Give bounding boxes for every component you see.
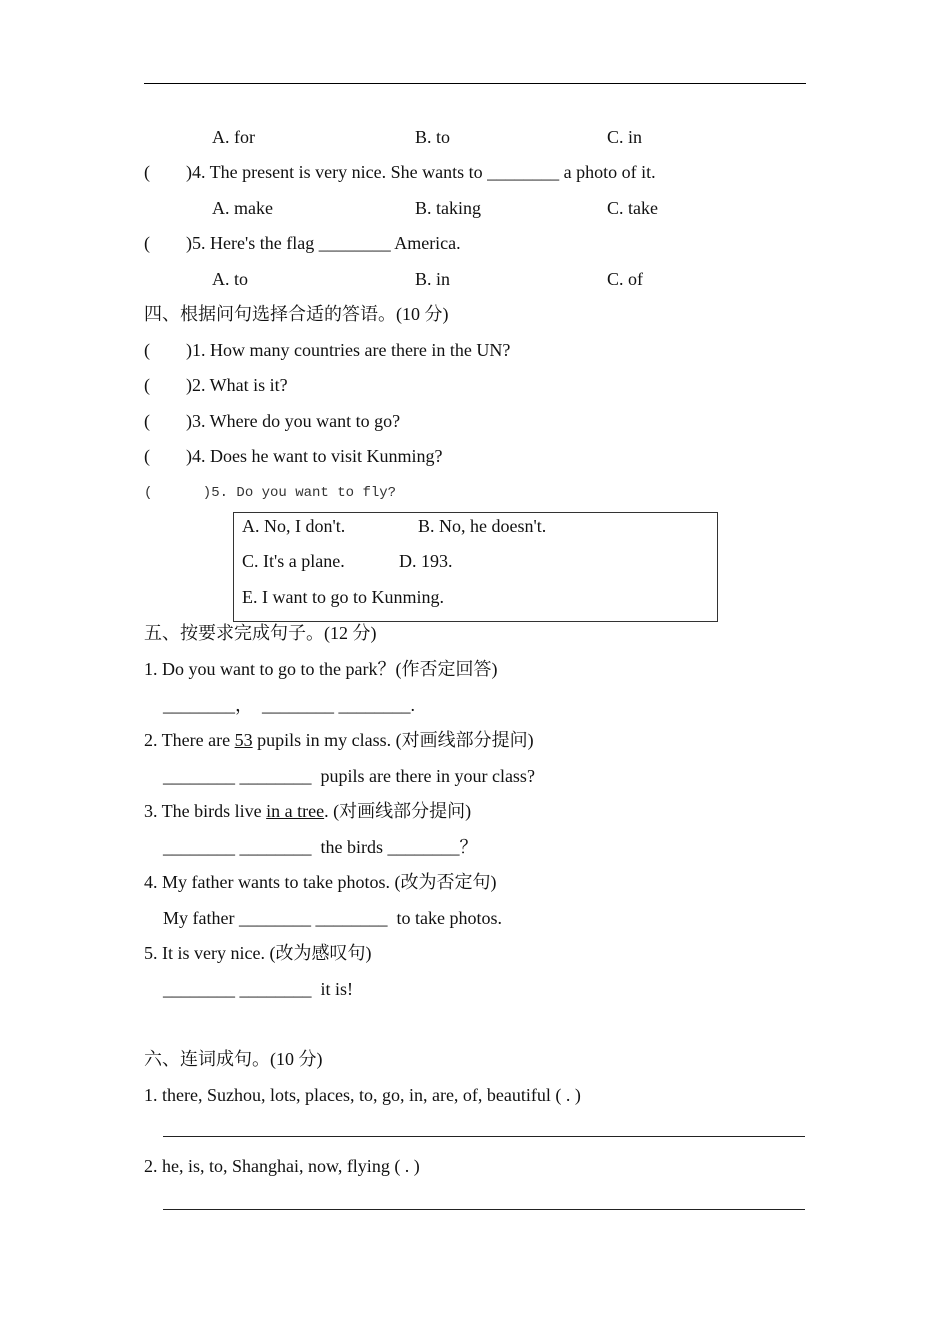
answer-writing-line[interactable]: [163, 1136, 805, 1137]
question-text: 3. Where do you want to go?: [192, 411, 401, 431]
section-title: 四、根据问句选择合适的答语。(10 分): [144, 304, 449, 324]
option-a: A. for: [212, 127, 255, 147]
question: [144, 482, 396, 504]
option-b: B. in: [415, 269, 451, 289]
underlined-part: in a tree: [266, 801, 325, 821]
option-a: A. to: [212, 269, 248, 289]
question-text: 4. The present is very nice. She wants to ________ a photo of it.: [192, 162, 656, 182]
question-text: 5. Do you want to fly?: [211, 485, 397, 501]
question-text: pupils in my class. (对画线部分提问): [252, 730, 534, 750]
answer-paren[interactable]: ( ): [144, 340, 192, 360]
section-title: 五、按要求完成句子。(12 分): [144, 623, 377, 643]
answer-blank-line[interactable]: ________ ________ pupils are there in your class?: [163, 766, 535, 786]
question-text: 1. Do you want to go to the park？(作否定回答): [144, 659, 498, 679]
answer-paren[interactable]: ( ): [144, 375, 192, 395]
answer-option-b: B. No, he doesn't.: [418, 516, 547, 536]
question: [144, 729, 534, 751]
question-text: 3. The birds live: [144, 801, 267, 821]
answer-paren[interactable]: ( ): [144, 162, 192, 182]
question-text: 2. What is it?: [192, 375, 288, 395]
answer-option-d: D. 193.: [399, 551, 453, 571]
underlined-part: 53: [234, 730, 253, 750]
answer-blank-line[interactable]: ________， ________ ________.: [163, 695, 415, 715]
question-text: 4. My father wants to take photos. (改为否定句): [144, 872, 497, 892]
answer-option-e: E. I want to go to Kunming.: [242, 587, 444, 607]
section-title: 六、连词成句。(10 分): [144, 1049, 323, 1069]
answer-blank-line[interactable]: ________ ________ it is!: [163, 979, 354, 999]
question: [144, 800, 471, 822]
answer-writing-line[interactable]: [163, 1209, 805, 1210]
answer-paren[interactable]: ( ): [144, 411, 192, 431]
option-b: B. to: [415, 127, 451, 147]
question: [144, 339, 510, 361]
question: [144, 161, 656, 183]
question: [144, 445, 442, 467]
question-text: 2. he, is, to, Shanghai, now, flying ( . ): [144, 1156, 420, 1176]
question: [144, 410, 400, 432]
answer-paren[interactable]: ( ): [144, 485, 212, 501]
question-text: 1. there, Suzhou, lots, places, to, go, in, are, of, beautiful ( . ): [144, 1085, 581, 1105]
question-text: 5. It is very nice. (改为感叹句): [144, 943, 372, 963]
question: [144, 232, 461, 254]
answer-blank-line[interactable]: ________ ________ the birds ________？: [163, 837, 478, 857]
answer-paren[interactable]: ( ): [144, 233, 192, 253]
option-a: A. make: [212, 198, 273, 218]
question-text: 4. Does he want to visit Kunming?: [192, 446, 443, 466]
option-c: C. of: [607, 269, 643, 289]
answer-blank-line[interactable]: My father ________ ________ to take photos.: [163, 908, 502, 928]
question: [144, 374, 288, 396]
question-text: 1. How many countries are there in the UN?: [192, 340, 511, 360]
option-c: C. in: [607, 127, 643, 147]
answer-option-a: A. No, I don't.: [242, 516, 346, 536]
question-text: 5. Here's the flag ________ America.: [192, 233, 461, 253]
option-c: C. take: [607, 198, 658, 218]
answer-paren[interactable]: ( ): [144, 446, 192, 466]
header-rule: [144, 83, 806, 84]
option-b: B. taking: [415, 198, 481, 218]
answer-option-c: C. It's a plane.: [242, 551, 345, 571]
question-text: 2. There are: [144, 730, 235, 750]
question-text: . (对画线部分提问): [324, 801, 472, 821]
